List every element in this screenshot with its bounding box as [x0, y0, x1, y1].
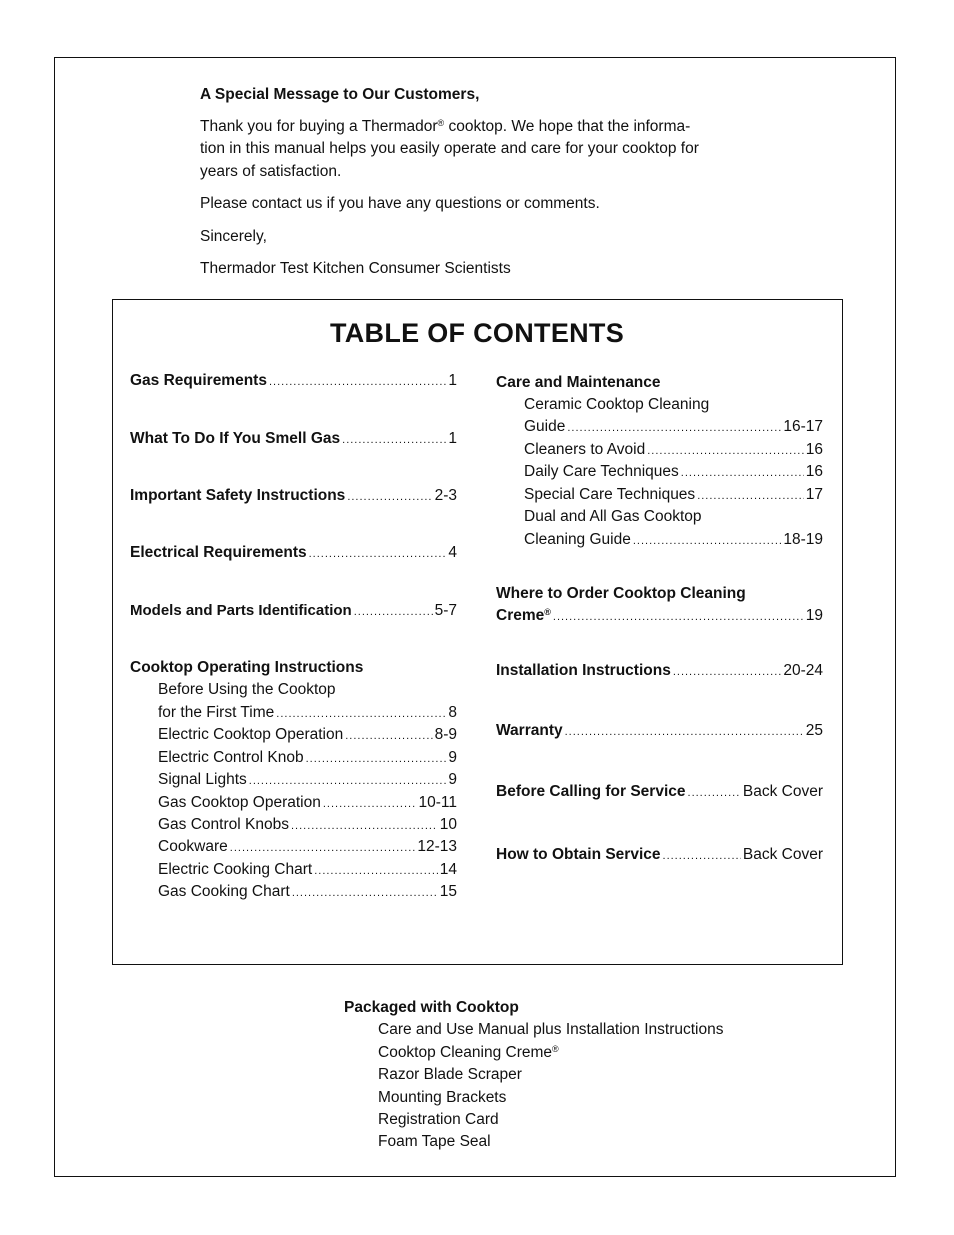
- leader-dots: [292, 882, 438, 904]
- toc-entry-gas-operation[interactable]: [158, 792, 457, 815]
- toc-page: 18-19: [783, 531, 823, 548]
- toc-page: 8-9: [434, 726, 457, 743]
- message-paragraph-3: Sincerely,: [200, 227, 267, 245]
- leader-dots: [647, 440, 804, 462]
- leader-dots: [306, 748, 447, 770]
- toc-entry-ceramic-guide[interactable]: [524, 416, 823, 439]
- leader-dots: [697, 485, 804, 507]
- toc-entry-gas-requirements[interactable]: [130, 370, 457, 393]
- toc-label: Cookware: [158, 838, 228, 855]
- message-p1-line3: years of satisfaction.: [200, 162, 342, 180]
- toc-entry-dual-guide[interactable]: [524, 529, 823, 552]
- toc-entry-electric-operation[interactable]: [158, 724, 457, 747]
- toc-label: Special Care Techniques: [524, 486, 696, 503]
- packaged-item-text: Cooktop Cleaning Creme: [378, 1043, 553, 1061]
- message-paragraph-1: [200, 116, 760, 184]
- leader-dots: [323, 793, 417, 815]
- toc-label: Daily Care Techniques: [524, 463, 679, 480]
- toc-label: [496, 605, 551, 627]
- packaged-list: [344, 997, 724, 1154]
- toc-entry-installation[interactable]: [496, 660, 823, 683]
- toc-label: Cleaners to Avoid: [524, 441, 646, 458]
- leader-dots: [681, 462, 804, 484]
- toc-page: Back Cover: [742, 783, 823, 800]
- toc-entry-cleaners-avoid[interactable]: [524, 439, 823, 462]
- toc-entry-electric-chart[interactable]: [158, 859, 457, 882]
- message-p1-before: Thank you for buying a Thermador: [200, 117, 438, 135]
- toc-entry-gas-knobs[interactable]: [158, 814, 457, 837]
- toc-page: 8: [448, 704, 457, 721]
- packaged-item: Registration Card: [378, 1111, 499, 1129]
- leader-dots: [567, 417, 781, 439]
- toc-heading-order[interactable]: Where to Order Cooktop Cleaning: [496, 585, 746, 602]
- toc-entry-order-creme[interactable]: [496, 605, 823, 628]
- toc-subline-dual: Dual and All Gas Cooktop: [524, 508, 702, 525]
- toc-label: Installation Instructions: [496, 662, 671, 679]
- toc-label: Electric Control Knob: [158, 749, 304, 766]
- toc-page: 15: [439, 883, 457, 900]
- toc-entry-electrical[interactable]: [130, 542, 457, 565]
- toc-entry-special-care[interactable]: [524, 484, 823, 507]
- toc-entry-daily-care[interactable]: [524, 461, 823, 484]
- toc-page: 16: [805, 441, 823, 458]
- toc-label: for the First Time: [158, 704, 275, 721]
- toc-entry-safety[interactable]: [130, 485, 457, 508]
- toc-label: Electric Cooking Chart: [158, 861, 313, 878]
- message-signature: Thermador Test Kitchen Consumer Scientists: [200, 260, 511, 277]
- toc-page: 1: [448, 430, 457, 447]
- creme-label: Creme: [496, 607, 545, 624]
- customer-message: [200, 84, 760, 291]
- leader-dots: [354, 601, 433, 623]
- registered-mark: ®: [552, 1043, 559, 1054]
- toc-page: 20-24: [783, 662, 823, 679]
- toc-page: 1: [448, 372, 457, 389]
- toc-heading-care[interactable]: Care and Maintenance: [496, 374, 661, 391]
- leader-dots: [309, 543, 447, 565]
- toc-label: Gas Control Knobs: [158, 816, 289, 833]
- toc-page: 16: [805, 463, 823, 480]
- leader-dots: [249, 770, 447, 792]
- toc-label: What To Do If You Smell Gas: [130, 430, 341, 447]
- toc-label: Gas Requirements: [130, 372, 267, 389]
- toc-entry-before-calling[interactable]: [496, 781, 823, 804]
- message-p1-after: cooktop. We hope that the informa-: [444, 117, 691, 135]
- toc-subline-before-using: Before Using the Cooktop: [158, 681, 336, 698]
- toc-label: How to Obtain Service: [496, 846, 661, 863]
- leader-dots: [314, 860, 438, 882]
- toc-label: Before Calling for Service: [496, 783, 686, 800]
- toc-entry-cookware[interactable]: [158, 836, 457, 859]
- leader-dots: [269, 371, 446, 393]
- leader-dots: [673, 661, 782, 683]
- toc-label: Models and Parts Identification: [130, 602, 352, 619]
- toc-page: 12-13: [417, 838, 457, 855]
- toc-page: Back Cover: [742, 846, 823, 863]
- toc-label: Gas Cooking Chart: [158, 883, 290, 900]
- toc-entry-warranty[interactable]: [496, 720, 823, 743]
- toc-label: Electric Cooktop Operation: [158, 726, 344, 743]
- packaged-item: Care and Use Manual plus Installation Instructions: [378, 1021, 724, 1039]
- toc-heading-operating[interactable]: Cooktop Operating Instructions: [130, 659, 364, 676]
- message-paragraph-2: Please contact us if you have any questions or comments.: [200, 195, 600, 212]
- packaged-item: Foam Tape Seal: [378, 1133, 491, 1151]
- leader-dots: [633, 530, 781, 552]
- toc-entry-smell-gas[interactable]: [130, 428, 457, 451]
- packaged-item: Mounting Brackets: [378, 1088, 507, 1106]
- message-p1-line2: tion in this manual helps you easily operate and care for your cooktop for: [200, 140, 699, 157]
- toc-entry-signal-lights[interactable]: [158, 769, 457, 792]
- toc-page: 14: [439, 861, 457, 878]
- leader-dots: [553, 606, 804, 628]
- toc-label: Cleaning Guide: [524, 531, 631, 548]
- toc-entry-electric-knob[interactable]: [158, 747, 457, 770]
- packaged-item: [344, 1042, 724, 1064]
- toc-label: Electrical Requirements: [130, 544, 307, 561]
- registered-mark: ®: [544, 607, 551, 617]
- toc-title: TABLE OF CONTENTS: [329, 318, 625, 348]
- toc-entry-obtain-service[interactable]: [496, 844, 823, 867]
- packaged-title: Packaged with Cooktop: [344, 999, 519, 1016]
- leader-dots: [688, 782, 741, 804]
- packaged-item: Razor Blade Scraper: [378, 1066, 522, 1084]
- toc-page: 17: [805, 486, 823, 503]
- toc-label: Guide: [524, 418, 566, 435]
- toc-page: 25: [805, 722, 823, 739]
- registered-mark: ®: [437, 117, 445, 128]
- leader-dots: [347, 486, 432, 508]
- toc-entry-gas-chart[interactable]: [158, 881, 457, 904]
- leader-dots: [230, 837, 416, 859]
- toc-label: Warranty: [496, 722, 563, 739]
- toc-page: 19: [805, 607, 823, 624]
- toc-label: Signal Lights: [158, 771, 247, 788]
- leader-dots: [565, 721, 804, 743]
- leader-dots: [342, 429, 446, 451]
- toc-entry-first-time[interactable]: [158, 702, 457, 725]
- leader-dots: [663, 845, 741, 867]
- toc-page: 9: [448, 771, 457, 788]
- toc-page: 9: [448, 749, 457, 766]
- leader-dots: [276, 703, 446, 725]
- toc-entry-models[interactable]: [130, 600, 457, 623]
- toc-page: 2-3: [434, 487, 457, 504]
- toc-subline-ceramic: Ceramic Cooktop Cleaning: [524, 396, 710, 413]
- leader-dots: [291, 815, 438, 837]
- toc-label: Gas Cooktop Operation: [158, 794, 321, 811]
- toc-page: 10: [439, 816, 457, 833]
- toc-page: 16-17: [783, 418, 823, 435]
- toc-page: 4: [448, 544, 457, 561]
- toc-page: 5-7: [434, 602, 457, 619]
- toc-page: 10-11: [418, 794, 457, 811]
- toc-label: Important Safety Instructions: [130, 487, 346, 504]
- message-title: A Special Message to Our Customers,: [200, 86, 480, 103]
- leader-dots: [345, 725, 432, 747]
